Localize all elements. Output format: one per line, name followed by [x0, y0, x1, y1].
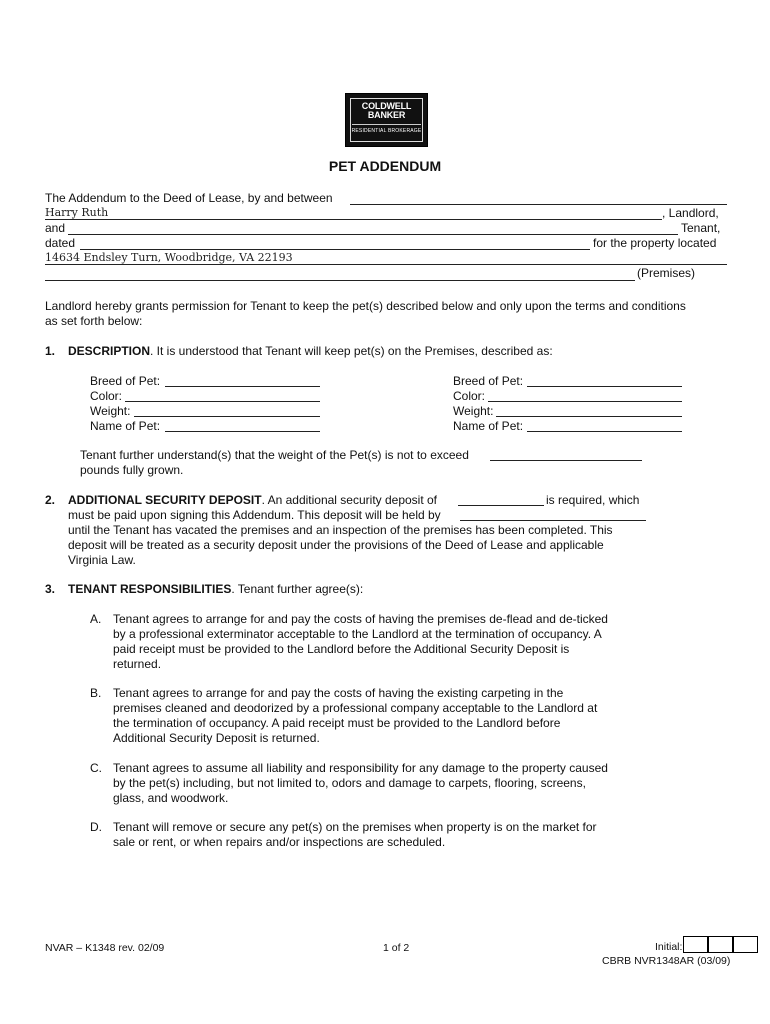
- section-3-heading: TENANT RESPONSIBILITIES: [68, 582, 232, 596]
- pet2-breed-label: Breed of Pet:: [453, 374, 524, 388]
- premises-label: (Premises): [637, 266, 696, 280]
- pet1-color-label: Color:: [90, 389, 123, 403]
- section-2-text-4: deposit will be treated as a security deposit under the provisions of the Deed of Lease and applicable: [68, 538, 604, 552]
- item-a-line-1: Tenant agrees to arrange for and pay the costs of having the premises de-flead and de-ticked: [113, 612, 608, 626]
- item-b-line-4: Additional Security Deposit is returned.: [113, 731, 320, 745]
- coldwell-banker-logo: [345, 93, 428, 147]
- pet2-color-label: Color:: [453, 389, 486, 403]
- initial-box-2[interactable]: [708, 936, 733, 953]
- item-d-letter: D.: [90, 820, 102, 834]
- form-id: NVAR – K1348 rev. 02/09: [45, 942, 165, 954]
- item-c-letter: C.: [90, 761, 102, 775]
- deposit-holder-field[interactable]: [460, 520, 646, 521]
- and-label: and: [45, 221, 66, 235]
- item-b-letter: B.: [90, 686, 102, 700]
- pet1-breed-label: Breed of Pet:: [90, 374, 161, 388]
- weight-limit-text: Tenant further understand(s) that the weight of the Pet(s) is not to exceed: [80, 448, 469, 462]
- pet2-weight-field[interactable]: [496, 416, 682, 417]
- pet1-name-label: Name of Pet:: [90, 419, 161, 433]
- section-1-heading: DESCRIPTION: [68, 344, 151, 358]
- property-address[interactable]: 14634 Endsley Turn, Woodbridge, VA 22193: [45, 251, 293, 264]
- property-address-line: [45, 264, 727, 265]
- logo-line-2: BANKER: [367, 110, 406, 120]
- document-title: PET ADDENDUM: [328, 158, 442, 174]
- weight-limit-field[interactable]: [490, 460, 642, 461]
- item-d-line-2: sale or rent, or when repairs and/or inspections are scheduled.: [113, 835, 446, 849]
- section-2-text-1: . An additional security deposit of: [261, 493, 438, 507]
- section-3-line-1: [68, 582, 363, 596]
- item-c-line-2: by the pet(s) including, but not limited to, odors and damage to carpets, flooring, screens,: [113, 776, 586, 790]
- grant-line-1: Landlord hereby grants permission for Tenant to keep the pet(s) described below and only upon the terms and conditions: [45, 299, 686, 313]
- property-label: for the property located: [593, 236, 717, 250]
- tenant-name-line[interactable]: [68, 234, 678, 235]
- intro-blank[interactable]: [350, 204, 727, 205]
- landlord-name[interactable]: Harry Ruth: [45, 206, 109, 219]
- pet1-weight-field[interactable]: [134, 416, 320, 417]
- pet1-weight-label: Weight:: [90, 404, 131, 418]
- item-a-letter: A.: [90, 612, 102, 626]
- section-2-text-1b: is required, which: [546, 493, 640, 507]
- premises-line[interactable]: [45, 280, 635, 281]
- dated-label: dated: [45, 236, 76, 250]
- section-2-heading: ADDITIONAL SECURITY DEPOSIT: [68, 493, 262, 507]
- landlord-name-line: [45, 219, 662, 220]
- item-d-line-1: Tenant will remove or secure any pet(s) on the premises when property is on the market for: [113, 820, 597, 834]
- pet2-weight-label: Weight:: [453, 404, 494, 418]
- logo-line-3: RESIDENTIAL BROKERAGE: [351, 128, 422, 134]
- intro-text: The Addendum to the Deed of Lease, by and between: [45, 191, 333, 205]
- pet2-name-field[interactable]: [527, 431, 682, 432]
- grant-line-2: as set forth below:: [45, 314, 143, 328]
- section-3-number: 3.: [45, 582, 56, 596]
- item-a-line-4: returned.: [113, 657, 162, 671]
- item-c-line-3: glass, and woodwork.: [113, 791, 229, 805]
- item-b-line-3: the termination of occupancy. A paid receipt must be provided to the Landlord before: [113, 716, 561, 730]
- section-2-text-5: Virginia Law.: [68, 553, 136, 567]
- pet1-color-field[interactable]: [125, 401, 320, 402]
- pet2-color-field[interactable]: [488, 401, 682, 402]
- cbrb-form-id: CBRB NVR1348AR (03/09): [602, 955, 731, 967]
- tenant-label: Tenant,: [681, 221, 721, 235]
- item-c-line-1: Tenant agrees to assume all liability and responsibility for any damage to the property caused: [113, 761, 608, 775]
- weight-limit-text-2: pounds fully grown.: [80, 463, 184, 477]
- section-1-body: . It is understood that Tenant will keep pet(s) on the Premises, described as:: [150, 344, 553, 358]
- item-a-line-2: by a professional exterminator acceptable to the Landlord at the termination of occupancy. A: [113, 627, 602, 641]
- pet2-name-label: Name of Pet:: [453, 419, 524, 433]
- item-b-line-1: Tenant agrees to arrange for and pay the costs of having the existing carpeting in the: [113, 686, 564, 700]
- dated-line[interactable]: [80, 249, 590, 250]
- section-2-line-1: [68, 493, 437, 507]
- item-a-line-3: paid receipt must be provided to the Landlord before the Additional Security Deposit is: [113, 642, 570, 656]
- initial-box-3[interactable]: [733, 936, 758, 953]
- initial-label: Initial:: [655, 941, 683, 953]
- section-2-text-2: must be paid upon signing this Addendum. This deposit will be held by: [68, 508, 441, 522]
- pet1-breed-field[interactable]: [165, 386, 320, 387]
- pet1-name-field[interactable]: [165, 431, 320, 432]
- pet2-breed-field[interactable]: [527, 386, 682, 387]
- section-2-number: 2.: [45, 493, 56, 507]
- section-3-text: . Tenant further agree(s):: [231, 582, 364, 596]
- deposit-amount-field[interactable]: [458, 505, 544, 506]
- section-2-text-3: until the Tenant has vacated the premises and an inspection of the premises has been completed. This: [68, 523, 613, 537]
- initial-box-1[interactable]: [683, 936, 708, 953]
- section-1-number: 1.: [45, 344, 56, 358]
- section-1-text: [68, 344, 553, 358]
- logo-line-1: COLDWELL: [361, 101, 412, 111]
- landlord-label: , Landlord,: [662, 206, 719, 220]
- page-number: 1 of 2: [383, 942, 410, 954]
- item-b-line-2: premises cleaned and deodorized by a professional company acceptable to the Landlord at: [113, 701, 598, 715]
